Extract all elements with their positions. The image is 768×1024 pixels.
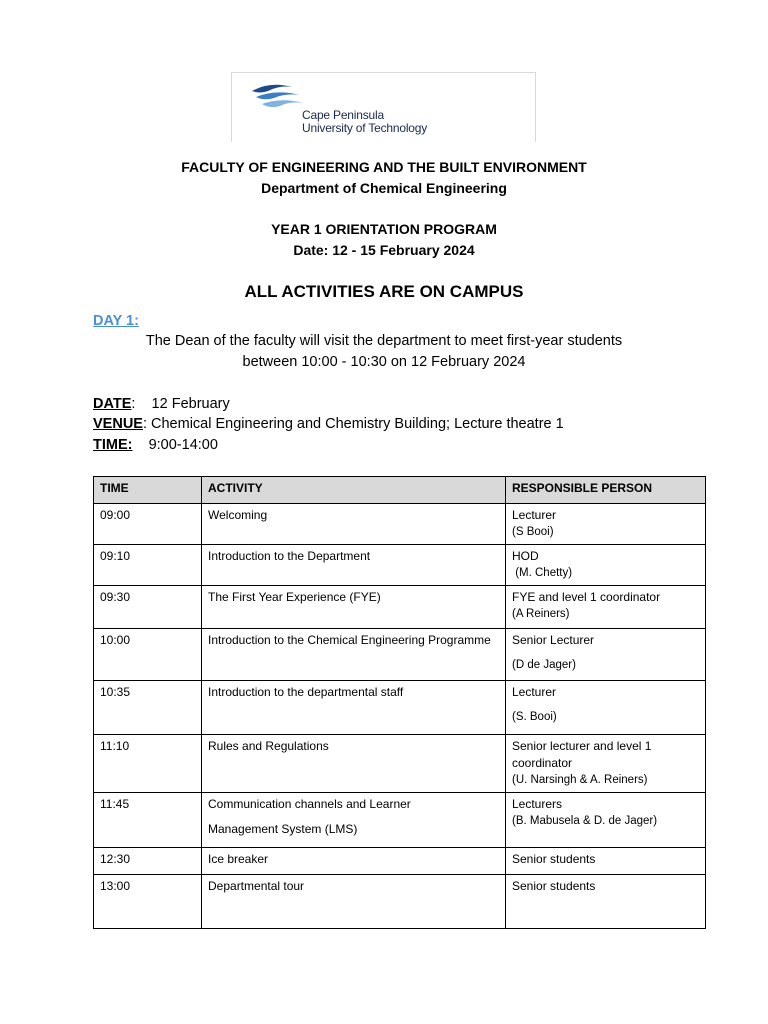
person-name: (S. Booi) <box>512 711 557 723</box>
cell-person: Senior students <box>506 875 706 929</box>
cell-person <box>506 504 706 545</box>
table-row <box>94 545 706 586</box>
person-name: (S Booi) <box>512 526 554 538</box>
department-title: Department of Chemical Engineering <box>261 180 507 196</box>
table-row <box>94 586 706 629</box>
cell-time: 11:10 <box>94 735 202 793</box>
cell-time: 09:10 <box>94 545 202 586</box>
program-title: YEAR 1 ORIENTATION PROGRAM <box>271 221 497 237</box>
logo-wave-icon <box>250 79 310 119</box>
table-row <box>94 793 706 848</box>
header-responsible-person: RESPONSIBLE PERSON <box>506 477 706 504</box>
cell-time: 12:30 <box>94 848 202 875</box>
cell-activity: Rules and Regulations <box>202 735 506 793</box>
cell-activity: Introduction to the departmental staff <box>202 681 506 735</box>
cell-person <box>506 681 706 735</box>
cell-time: 10:00 <box>94 629 202 681</box>
person-name: (B. Mabusela & D. de Jager) <box>512 815 658 827</box>
person-name: (D de Jager) <box>512 659 576 671</box>
faculty-title: FACULTY OF ENGINEERING AND THE BUILT ENVIRONMENT <box>181 159 587 175</box>
cell-time: 09:00 <box>94 504 202 545</box>
person-role: Lecturer <box>512 685 557 699</box>
table-row <box>94 848 706 875</box>
cell-activity: Introduction to the Chemical Engineering Programme <box>202 629 506 681</box>
person-role: FYE and level 1 coordinator <box>512 590 661 604</box>
cell-person <box>506 735 706 793</box>
logo-text-line2: University of Technology <box>302 121 428 135</box>
table-row <box>94 629 706 681</box>
cell-activity: Welcoming <box>202 504 506 545</box>
table-row <box>94 504 706 545</box>
info-date <box>93 396 230 412</box>
cell-activity: Ice breaker <box>202 848 506 875</box>
table-header-row <box>94 477 706 504</box>
date-value: : 12 February <box>131 396 230 412</box>
cell-person <box>506 545 706 586</box>
person-role: Senior Lecturer <box>512 633 595 647</box>
info-time <box>93 437 218 453</box>
cell-person: Senior students <box>506 848 706 875</box>
time-label: TIME: <box>93 437 133 453</box>
dean-visit-line2: between 10:00 - 10:30 on 12 February 2024 <box>242 354 526 370</box>
cell-time: 09:30 <box>94 586 202 629</box>
person-role: HOD <box>512 549 539 563</box>
activity-line1: Communication channels and Learner <box>208 797 411 811</box>
cell-time: 11:45 <box>94 793 202 848</box>
program-date: Date: 12 - 15 February 2024 <box>293 242 475 258</box>
table-row <box>94 875 706 929</box>
info-venue <box>93 416 564 432</box>
cell-person <box>506 629 706 681</box>
venue-value: : Chemical Engineering and Chemistry Building; Lecture theatre 1 <box>142 416 564 432</box>
person-name: (A Reiners) <box>512 608 570 620</box>
cell-person <box>506 586 706 629</box>
cell-activity: Introduction to the Department <box>202 545 506 586</box>
cell-time: 10:35 <box>94 681 202 735</box>
table-row <box>94 735 706 793</box>
cell-time: 13:00 <box>94 875 202 929</box>
table-row <box>94 681 706 735</box>
university-logo <box>231 72 536 142</box>
day1-label: DAY 1: <box>93 313 139 329</box>
person-name: (M. Chetty) <box>512 567 573 579</box>
person-role: Lecturers <box>512 797 563 811</box>
date-label: DATE <box>93 396 132 412</box>
campus-note: ALL ACTIVITIES ARE ON CAMPUS <box>244 282 524 301</box>
person-name: (U. Narsingh & A. Reiners) <box>512 774 648 786</box>
cell-person <box>506 793 706 848</box>
venue-label: VENUE <box>93 416 143 432</box>
cell-activity <box>202 793 506 848</box>
logo-text-line1: Cape Peninsula <box>302 108 384 122</box>
dean-visit-line1: The Dean of the faculty will visit the department to meet first-year students <box>145 333 623 349</box>
cell-activity: Departmental tour <box>202 875 506 929</box>
time-value: 9:00-14:00 <box>132 437 218 453</box>
person-role: Senior lecturer and level 1 coordinator <box>512 739 652 770</box>
schedule-table <box>93 476 706 929</box>
header-activity: ACTIVITY <box>202 477 506 504</box>
activity-line2: Management System (LMS) <box>208 822 358 836</box>
header-time: TIME <box>94 477 202 504</box>
person-role: Lecturer <box>512 508 557 522</box>
cell-activity: The First Year Experience (FYE) <box>202 586 506 629</box>
